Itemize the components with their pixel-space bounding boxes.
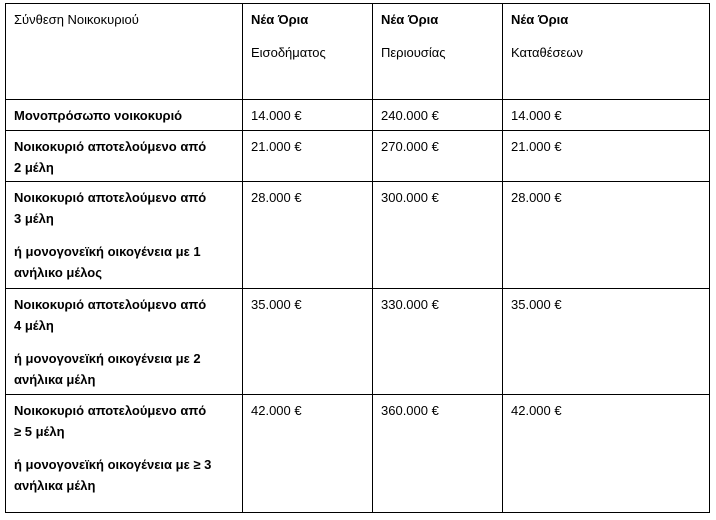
income-limit-cell: 42.000 € bbox=[243, 395, 373, 513]
deposits-limit-cell: 35.000 € bbox=[503, 289, 710, 395]
composition-cell bbox=[6, 182, 243, 289]
header-property-cell bbox=[373, 4, 503, 100]
income-limit-cell: 28.000 € bbox=[243, 182, 373, 289]
composition-alternative-label: ανήλικα μέλη bbox=[14, 372, 96, 387]
composition-label: 3 μέλη bbox=[14, 211, 54, 226]
header-property-title: Νέα Όρια bbox=[381, 12, 439, 27]
composition-label: 4 μέλη bbox=[14, 318, 54, 333]
deposits-limit-cell: 21.000 € bbox=[503, 131, 710, 182]
composition-cell bbox=[6, 395, 243, 513]
header-deposits-cell bbox=[503, 4, 710, 100]
property-limit-cell: 360.000 € bbox=[373, 395, 503, 513]
property-limit-cell: 270.000 € bbox=[373, 131, 503, 182]
household-limits-table bbox=[5, 3, 710, 513]
table-row bbox=[6, 395, 710, 513]
composition-alternative-label: ή μονογονεϊκή οικογένεια με 1 bbox=[14, 244, 201, 259]
property-limit-cell: 240.000 € bbox=[373, 100, 503, 131]
income-limit-cell: 14.000 € bbox=[243, 100, 373, 131]
composition-alternative-label: ή μονογονεϊκή οικογένεια με ≥ 3 bbox=[14, 457, 212, 472]
header-income-cell bbox=[243, 4, 373, 100]
property-limit-cell: 330.000 € bbox=[373, 289, 503, 395]
header-income-subtitle: Εισοδήματος bbox=[251, 45, 326, 60]
deposits-limit-cell: 28.000 € bbox=[503, 182, 710, 289]
income-limit-cell: 21.000 € bbox=[243, 131, 373, 182]
composition-alternative-label: ανήλικο μέλος bbox=[14, 265, 102, 280]
header-composition-label: Σύνθεση Νοικοκυριού bbox=[14, 12, 139, 27]
composition-alternative-label: ή μονογονεϊκή οικογένεια με 2 bbox=[14, 351, 201, 366]
composition-cell bbox=[6, 100, 243, 131]
table-row bbox=[6, 131, 710, 182]
header-composition-cell bbox=[6, 4, 243, 100]
composition-cell bbox=[6, 131, 243, 182]
composition-label: ≥ 5 μέλη bbox=[14, 424, 65, 439]
income-limit-cell: 35.000 € bbox=[243, 289, 373, 395]
property-limit-cell: 300.000 € bbox=[373, 182, 503, 289]
composition-label: Νοικοκυριό αποτελούμενο από bbox=[14, 190, 207, 205]
table-row bbox=[6, 289, 710, 395]
composition-cell bbox=[6, 289, 243, 395]
header-property-subtitle: Περιουσίας bbox=[381, 45, 446, 60]
composition-label: Νοικοκυριό αποτελούμενο από bbox=[14, 403, 207, 418]
composition-label: Μονοπρόσωπο νοικοκυριό bbox=[14, 108, 183, 123]
table-row bbox=[6, 182, 710, 289]
header-deposits-subtitle: Καταθέσεων bbox=[511, 45, 583, 60]
table-header-row bbox=[6, 4, 710, 100]
composition-label: 2 μέλη bbox=[14, 160, 54, 175]
header-deposits-title: Νέα Όρια bbox=[511, 12, 569, 27]
composition-alternative-label: ανήλικα μέλη bbox=[14, 478, 96, 493]
composition-label: Νοικοκυριό αποτελούμενο από bbox=[14, 139, 207, 154]
header-income-title: Νέα Όρια bbox=[251, 12, 309, 27]
table-row bbox=[6, 100, 710, 131]
composition-label: Νοικοκυριό αποτελούμενο από bbox=[14, 297, 207, 312]
deposits-limit-cell: 14.000 € bbox=[503, 100, 710, 131]
deposits-limit-cell: 42.000 € bbox=[503, 395, 710, 513]
